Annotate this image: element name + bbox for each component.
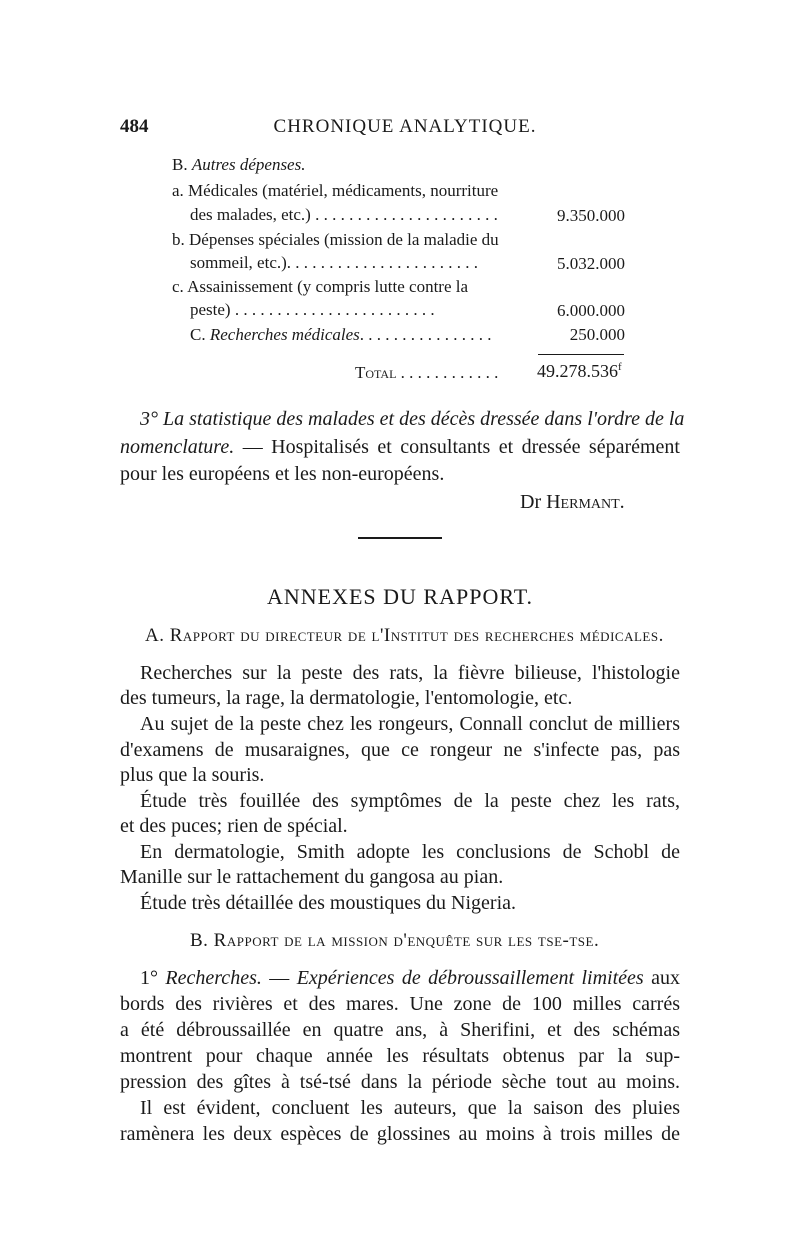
budget-group-heading: [172, 155, 305, 175]
a-paragraph-line: plus que la souris.: [120, 764, 265, 786]
budget-item-c-line1: c. Assainissement (y compris lutte contre la: [172, 277, 469, 296]
a-paragraph-line: des tumeurs, la rage, la dermatologie, l'entomologie, etc.: [120, 687, 573, 709]
total-rule: [538, 354, 624, 355]
statistique-line-2: nomenclature. — Hospitalisés et consultants et dressée séparément: [120, 436, 680, 458]
b-paragraph-line: Il est évident, concluent les auteurs, que la saison des pluies: [140, 1097, 680, 1119]
budget-group-label: B.: [172, 155, 188, 174]
a-paragraph-line: Au sujet de la peste chez les rongeurs, Connall conclut de milliers: [140, 713, 680, 735]
separator-rule: [358, 537, 442, 539]
section-a-heading: A. Rapport du directeur de l'Institut des recherches médicales.: [145, 625, 664, 646]
a-paragraph-line: Étude très détaillée des moustiques du Nigeria.: [140, 892, 517, 914]
b-paragraph-line: a été débroussaillée en quatre ans, à Sherifini, et des schémas: [120, 1019, 680, 1041]
a-paragraph-line: Étude très fouillée des symptômes de la peste chez les rats,: [140, 790, 680, 812]
b-lead-line: 1° Recherches. — Expériences de débroussaillement limitées aux: [140, 967, 680, 989]
statistique-line-1: 3° La statistique des malades et des décès dressée dans l'ordre de la: [140, 408, 685, 430]
budget-total-amount: 49.278.536$^f$: [537, 361, 622, 381]
budget-item-b-line2: sommeil, etc.). . . . . . . . . . . . . . . . . . . . . . .: [190, 253, 479, 272]
b-paragraph-line: ramènera les deux espèces de glossines au moins à trois milles de: [120, 1123, 680, 1145]
budget-item-b-amount: 5.032.000: [557, 254, 625, 273]
a-paragraph-line: Recherches sur la peste des rats, la fièvre bilieuse, l'histologie: [140, 662, 680, 684]
a-paragraph-line: d'examens de musaraignes, que ce rongeur ne s'infecte pas, pas: [120, 739, 680, 761]
budget-item-a-line1: a. Médicales (matériel, médicaments, nourriture: [172, 181, 499, 200]
section-b-heading: B. Rapport de la mission d'enquête sur les tse-tse.: [190, 930, 600, 951]
a-paragraph-line: Manille sur le rattachement du gangosa au pian.: [120, 866, 504, 888]
budget-item-c-amount: 6.000.000: [557, 301, 625, 320]
budget-item-a-line2: des malades, etc.) . . . . . . . . . . . . . . . . . . . . . .: [190, 205, 498, 224]
budget-item-c-line2: peste) . . . . . . . . . . . . . . . . . . . . . . . .: [190, 300, 435, 319]
budget-item-a-amount: 9.350.000: [557, 206, 625, 225]
budget-item-b-line1: b. Dépenses spéciales (mission de la maladie du: [172, 230, 499, 249]
b-paragraph-line: montrent pour chaque année les résultats obtenus par la sup-: [120, 1045, 680, 1067]
budget-total-label: Total . . . . . . . . . . . .: [355, 363, 499, 382]
budget-item-recherches: C. Recherches médicales. . . . . . . . . . . . . . . .: [190, 325, 492, 344]
budget-group-title: Autres dépenses.: [191, 155, 306, 174]
a-paragraph-line: En dermatologie, Smith adopte les conclusions de Schobl de: [140, 841, 680, 863]
budget-item-recherches-amount: 250.000: [569, 325, 625, 344]
b-paragraph-line: bords des rivières et des mares. Une zone de 100 milles carrés: [120, 993, 680, 1015]
a-paragraph-line: et des puces; rien de spécial.: [120, 815, 348, 837]
running-head: CHRONIQUE ANALYTIQUE.: [273, 116, 537, 137]
annexes-title: ANNEXES DU RAPPORT.: [266, 584, 534, 609]
page-number: 484: [120, 116, 149, 137]
b-paragraph-line: pression des gîtes à tsé-tsé dans la période sèche tout au moins.: [120, 1071, 680, 1093]
signature: Dr Hermant.: [520, 491, 625, 513]
statistique-line-3: pour les européens et les non-européens.: [120, 463, 445, 485]
